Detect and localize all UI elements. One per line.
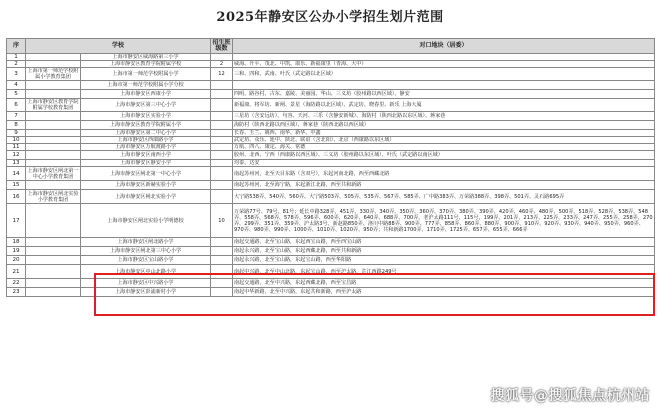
row-seq: 6 <box>7 99 26 112</box>
watermark: 搜狐号@搜狐焦点杭州站 <box>490 388 650 404</box>
table-row <box>7 190 655 204</box>
row-school: 上海市静安区闸北第一中心小学 <box>81 167 211 181</box>
row-seq: 3 <box>7 68 26 81</box>
header-area: 对口地块（居委） <box>233 39 655 54</box>
row-classes <box>211 130 233 137</box>
page-title: 2025年静安区公办小学招生划片范围 <box>216 10 444 25</box>
row-group: 上海市静安区闸北第一中心小学教育集团 <box>26 167 81 181</box>
row-group <box>26 121 81 130</box>
row-school: 上海市静安区西康路小学 <box>81 137 211 144</box>
row-area: 南起中兴路，北至中山北路，东起宝山路，西至沪太路，芷江西路249号 <box>233 265 655 279</box>
row-school: 上海市静安区静安小学 <box>81 160 211 167</box>
row-school: 上海市静安区彭浦新村小学 <box>81 288 211 297</box>
row-seq: 12 <box>7 151 26 160</box>
row-group <box>26 61 81 68</box>
row-classes <box>211 90 233 99</box>
row-school: 上海市静安区南西小学 <box>81 151 211 160</box>
table-row <box>7 151 655 160</box>
row-seq: 18 <box>7 238 26 247</box>
row-group <box>26 279 81 288</box>
row-seq: 9 <box>7 130 26 137</box>
row-group <box>26 256 81 265</box>
row-classes: 12 <box>211 68 233 81</box>
row-area: 南起永兴路，北至宝山路，东起西藏北路，西至共和新路 <box>233 247 655 256</box>
row-school: 上海市静安区闸北路小学 <box>81 238 211 247</box>
row-classes <box>211 279 233 288</box>
row-area: 长春、玉兰、姚西、南华、新华、中鑫 <box>233 130 655 137</box>
table-row <box>7 204 655 238</box>
row-area: 威海、升平、茂北、中凯、康乐、新福康里（青海、大中） <box>233 61 655 68</box>
table-row <box>7 247 655 256</box>
row-area: 四明、路谷村、古东、嘉陵、美丽园、华山、三义坊（胶州路以西区域）、静安 <box>233 90 655 99</box>
row-area: 南起永兴路，北至宝山路，东起宝山路，西至华阳路 <box>233 256 655 265</box>
row-classes <box>211 265 233 279</box>
table-row <box>7 238 655 247</box>
row-group: 上海市静安区教育学院附属学校教育集团 <box>26 99 81 112</box>
row-school: 上海市静安区闸北第三中心小学 <box>81 247 211 256</box>
row-seq: 10 <box>7 137 26 144</box>
table-row <box>7 68 655 81</box>
row-classes <box>211 121 233 130</box>
row-area: 南起苏州河，北至天目东路（含双号），东起河南北路，西至西藏北路 <box>233 167 655 181</box>
row-area <box>233 81 655 90</box>
row-group <box>26 81 81 90</box>
table-row <box>7 81 655 90</box>
row-seq: 1 <box>7 54 26 61</box>
row-school: 上海市静安区第二中心小学 <box>81 130 211 137</box>
row-classes: 2 <box>211 61 233 68</box>
table-row <box>7 137 655 144</box>
row-seq: 14 <box>7 167 26 181</box>
row-seq: 23 <box>7 288 26 297</box>
table-row <box>7 265 655 279</box>
row-group <box>26 265 81 279</box>
row-school: 上海市静安区闸北实验小学 <box>81 190 211 204</box>
table-row <box>7 144 655 151</box>
row-area <box>233 54 655 61</box>
row-seq: 4 <box>7 81 26 90</box>
table-header-row <box>7 39 655 54</box>
row-seq: 16 <box>7 190 26 204</box>
row-classes <box>211 256 233 265</box>
row-school: 上海市静安区中山北路小学 <box>81 265 211 279</box>
row-school: 上海市静安区西康小学 <box>81 90 211 99</box>
row-group <box>26 288 81 297</box>
row-school: 上海市静安区教育学院附属学校 <box>81 61 211 68</box>
row-school: 上海市静安区教育学院附属小学 <box>81 121 211 130</box>
row-seq: 11 <box>7 144 26 151</box>
row-area: 海防村（陕西北路以西区域）、蒋家巷（陕西北路以西区域） <box>233 121 655 130</box>
row-area: 南起交通路，北至宝山路，东起西宝山路，西至西宝山路 <box>233 238 655 247</box>
row-area: 南起中华新路，北至中兴路，东起共和新路，西至沪太路 <box>233 288 655 297</box>
row-area: 三和、四和、武南、叶氏（武定路以北区域） <box>233 68 655 81</box>
table-row <box>7 167 655 181</box>
row-seq: 2 <box>7 61 26 68</box>
row-seq: 19 <box>7 247 26 256</box>
row-school: 上海市静安区威海路第三小学 <box>81 54 211 61</box>
row-classes <box>211 112 233 121</box>
row-group <box>26 181 81 190</box>
row-group: 上海市静安区闸北实验小学教育集团 <box>26 190 81 204</box>
row-area: 均泰、达安 <box>233 160 655 167</box>
row-group <box>26 204 81 238</box>
row-area: 万航、四八、康定、海关、常德 <box>233 144 655 151</box>
row-seq: 8 <box>7 121 26 130</box>
row-group <box>26 151 81 160</box>
row-classes <box>211 144 233 151</box>
row-seq: 13 <box>7 160 26 167</box>
row-school: 上海市第一师范学校附属小学分校 <box>81 81 211 90</box>
table-row <box>7 90 655 99</box>
row-seq: 20 <box>7 256 26 265</box>
row-group <box>26 238 81 247</box>
row-seq: 21 <box>7 265 26 279</box>
row-area: 南起苏州河，北至海宁路，东起浙江北路，西至共和新路 <box>233 181 655 190</box>
row-group <box>26 54 81 61</box>
row-classes <box>211 81 233 90</box>
row-seq: 5 <box>7 90 26 99</box>
row-school: 上海市第一师范学校附属小学 <box>81 68 211 81</box>
row-school: 上海市静安区实验小学 <box>81 112 211 121</box>
row-classes <box>211 181 233 190</box>
row-group <box>26 247 81 256</box>
table-row <box>7 160 655 167</box>
row-area: 南起交通路，北至中兴路，东起西藏北路，西至宝昌路 <box>233 279 655 288</box>
table-row <box>7 54 655 61</box>
row-group <box>26 90 81 99</box>
row-school: 上海市静安区中兴路小学 <box>81 279 211 288</box>
table-row <box>7 256 655 265</box>
row-group <box>26 144 81 151</box>
row-area: 大宁路538弄、540弄、560弄、大宁路503弄、505弄、535弄、567弄、585弄、广中路383弄、万荣路388弄、398弄、501弄、灵石路695弄 <box>233 190 655 204</box>
row-seq: 17 <box>7 204 26 238</box>
row-school: 上海市静安区万航渡路小学 <box>81 144 211 151</box>
row-area: 武定坊、众乐、延中、陕北、联谊（含北阳）、北京（西康路以东区域） <box>233 137 655 144</box>
row-area: 新福康、将军坊、新闸、景星（海防路以北区域）、武定坊、晓春里、新乐 上海大厦 <box>233 99 655 112</box>
header-school: 学校 <box>26 39 211 54</box>
row-school: 上海市静安区第三中心小学 <box>81 99 211 112</box>
row-group <box>26 112 81 121</box>
table-row <box>7 112 655 121</box>
table-row <box>7 288 655 297</box>
row-school: 上海市静安区新赫实验小学 <box>81 181 211 190</box>
row-seq: 22 <box>7 279 26 288</box>
row-classes: 10 <box>211 204 233 238</box>
row-classes <box>211 238 233 247</box>
row-group <box>26 130 81 137</box>
row-classes <box>211 247 233 256</box>
row-group <box>26 160 81 167</box>
row-area: 万荣路77号、79号、81号；延长中路328弄、451弄、330弄、340弄、350弄、360弄、370弄、380弄、390弄、420弄、460弄、480弄、500弄、518弄、528弄、538弄、548弄、558弄、568弄、578弄、596弄、600弄、620弄、640弄、688弄、700弄、老沪太路111号、115号、199弄、201弄、213弄、225弄、233弄、247弄、255弄、258弄、270弄、299弄、351弄、359弄、沪太路3号、新赵路850弄、洛川中路88弄、900弄、777弄、858弄、860弄、880弄、900弄、910弄、920弄、930弄、940弄、950弄、960弄、970弄、980弄、990弄、1000弄、1010弄、1020弄、950弄；共和新路1700弄、1710弄、1725弄、657弄、655弄、666弄 <box>233 204 655 238</box>
admission-table <box>6 38 655 297</box>
table-row <box>7 99 655 112</box>
row-classes <box>211 190 233 204</box>
table-row <box>7 279 655 288</box>
row-school: 上海市静安区闸北实验小学明德校 <box>81 204 211 238</box>
row-classes <box>211 137 233 144</box>
row-group: 上海市第一师范学校附属小学教育集团 <box>26 68 81 81</box>
table-row <box>7 121 655 130</box>
row-seq: 7 <box>7 112 26 121</box>
header-seq: 序 <box>7 39 26 54</box>
row-seq: 15 <box>7 181 26 190</box>
row-classes <box>211 167 233 181</box>
row-classes <box>211 151 233 160</box>
row-classes <box>211 288 233 297</box>
row-area: 三星坊（含安远坊）、句容、天河、三乐（含静安新城）、海防村（陕西北路以东区域）、蒋家巷 <box>233 112 655 121</box>
row-classes <box>211 54 233 61</box>
row-school: 上海市静安区宝山路小学 <box>81 256 211 265</box>
table-row <box>7 61 655 68</box>
row-area: 胶州、北西、宁西（西康路以西区域）、三义坊（胶州路以东区域）、叶氏（武定路以南区域） <box>233 151 655 160</box>
table-row <box>7 181 655 190</box>
row-classes <box>211 160 233 167</box>
row-group <box>26 137 81 144</box>
table-row <box>7 130 655 137</box>
row-classes <box>211 99 233 112</box>
header-classes: 招生班级数 <box>212 39 231 52</box>
